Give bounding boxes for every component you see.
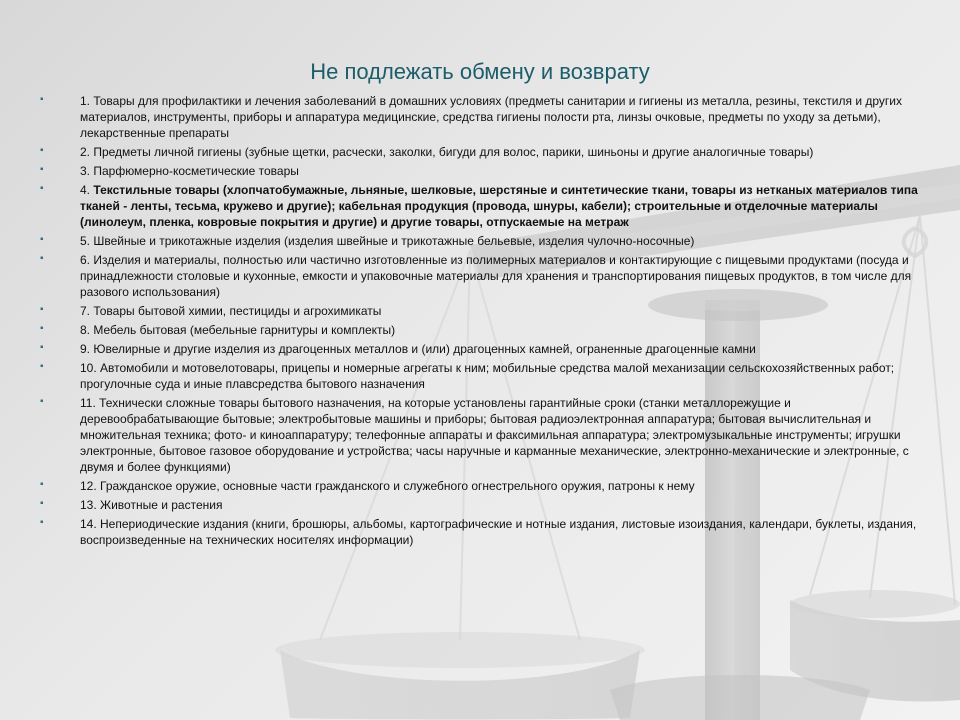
list-item: [40, 303, 920, 319]
list-item-text: 10. Автомобили и мотовелотовары, прицепы и номерные агрегаты к ним; мобильные средства малой механизации сельскохозяйственных работ; прогулочные суда и иные плавсредства бытового назначения: [80, 361, 895, 391]
list-item-text: 8. Мебель бытовая (мебельные гарнитуры и комплекты): [80, 323, 396, 337]
list-item: [40, 497, 920, 513]
bullet-icon: ▪: [40, 396, 44, 407]
list-item-text: 2. Предметы личной гигиены (зубные щетки, расчески, заколки, бигуди для волос, парики, шиньоны и другие аналогичные товары): [80, 145, 814, 159]
list-item-text: 6. Изделия и материалы, полностью или частично изготовленные из полимерных материалов и контактирующие с пищевыми продуктами (посуда и принадлежности столовые и кухонные, емкости и упаковочные материалы для хранения и транспортирования пищевых продуктов, в том числе для разового использования): [80, 253, 912, 299]
list-item: [40, 144, 920, 160]
list-item: [40, 395, 920, 475]
bullet-icon: ▪: [40, 234, 44, 245]
list-item: [40, 182, 920, 230]
bullet-icon: ▪: [40, 498, 44, 509]
bullet-icon: ▪: [40, 145, 44, 156]
bullet-icon: ▪: [40, 164, 44, 175]
list-item-text: 14. Непериодические издания (книги, брошюры, альбомы, картографические и нотные издания, листовые изоиздания, календари, буклеты, издания, воспроизведенные на технических носителях информации): [80, 517, 917, 547]
list-item: [40, 516, 920, 548]
list-item: [40, 233, 920, 249]
list-item: [40, 322, 920, 338]
list-item-text: 7. Товары бытовой химии, пестициды и агрохимикаты: [80, 304, 382, 318]
bullet-icon: ▪: [40, 479, 44, 490]
list-item-prefix: 4.: [80, 183, 94, 197]
bullet-icon: ▪: [40, 517, 44, 528]
list-item: [40, 252, 920, 300]
list-item-text: [80, 182, 920, 230]
list-item-text: 3. Парфюмерно-косметические товары: [80, 164, 299, 178]
bullet-icon: ▪: [40, 253, 44, 264]
list-item-text: 11. Технически сложные товары бытового назначения, на которые установлены гарантийные сроки (станки металлорежущие и деревообрабатывающие бытовые; электробытовые машины и приборы; бытовая радиоэлектронная аппаратура; бытовая вычислительная и множительная техника; фото- и киноаппаратуру; телефонные аппараты и факсимильная аппаратура; электромузыкальные инструменты; игрушки электронные, бытовое газовое оборудование и устройства; часы наручные и карманные механические, электронно-механические и электронные, с двумя и более функциями): [80, 396, 909, 474]
bullet-icon: ▪: [40, 361, 44, 372]
list-item-text: 13. Животные и растения: [80, 498, 223, 512]
list-item-text: 5. Швейные и трикотажные изделия (изделия швейные и трикотажные бельевые, изделия чулочно-носочные): [80, 234, 695, 248]
slide-title: Не подлежать обмену и возврату: [310, 59, 650, 84]
list-item-text: 9. Ювелирные и другие изделия из драгоценных металлов и (или) драгоценных камней, ограненные драгоценные камни: [80, 342, 756, 356]
list-item: [40, 163, 920, 179]
goods-list: [40, 93, 920, 551]
list-item-bold-text: Текстильные товары (хлопчатобумажные, льняные, шелковые, шерстяные и синтетические ткани, товары из нетканых материалов типа тканей - ленты, тесьма, кружево и другие); кабельная продукция (провода, шнуры, кабели); строительные и отделочные материалы (линолеум, пленка, ковровые покрытия и другие) и другие товары, отпускаемые на метраж: [80, 183, 918, 229]
list-item: [40, 93, 920, 141]
bullet-icon: ▪: [40, 94, 44, 105]
bullet-icon: ▪: [40, 323, 44, 334]
bullet-icon: ▪: [40, 304, 44, 315]
list-item: [40, 341, 920, 357]
list-item-text: 1. Товары для профилактики и лечения заболеваний в домашних условиях (предметы санитарии и гигиены из металла, резины, текстиля и других материалов, инструменты, приборы и аппаратура медицинские, средства гигиены полости рта, линзы очковые, предметы по уходу за детьми), лекарственные препараты: [80, 94, 902, 140]
bullet-icon: ▪: [40, 342, 44, 353]
list-item-text: 12. Гражданское оружие, основные части гражданского и служебного огнестрельного оружия, патроны к нему: [80, 479, 695, 493]
bullet-icon: ▪: [40, 183, 44, 194]
list-item: [40, 360, 920, 392]
list-item: [40, 478, 920, 494]
